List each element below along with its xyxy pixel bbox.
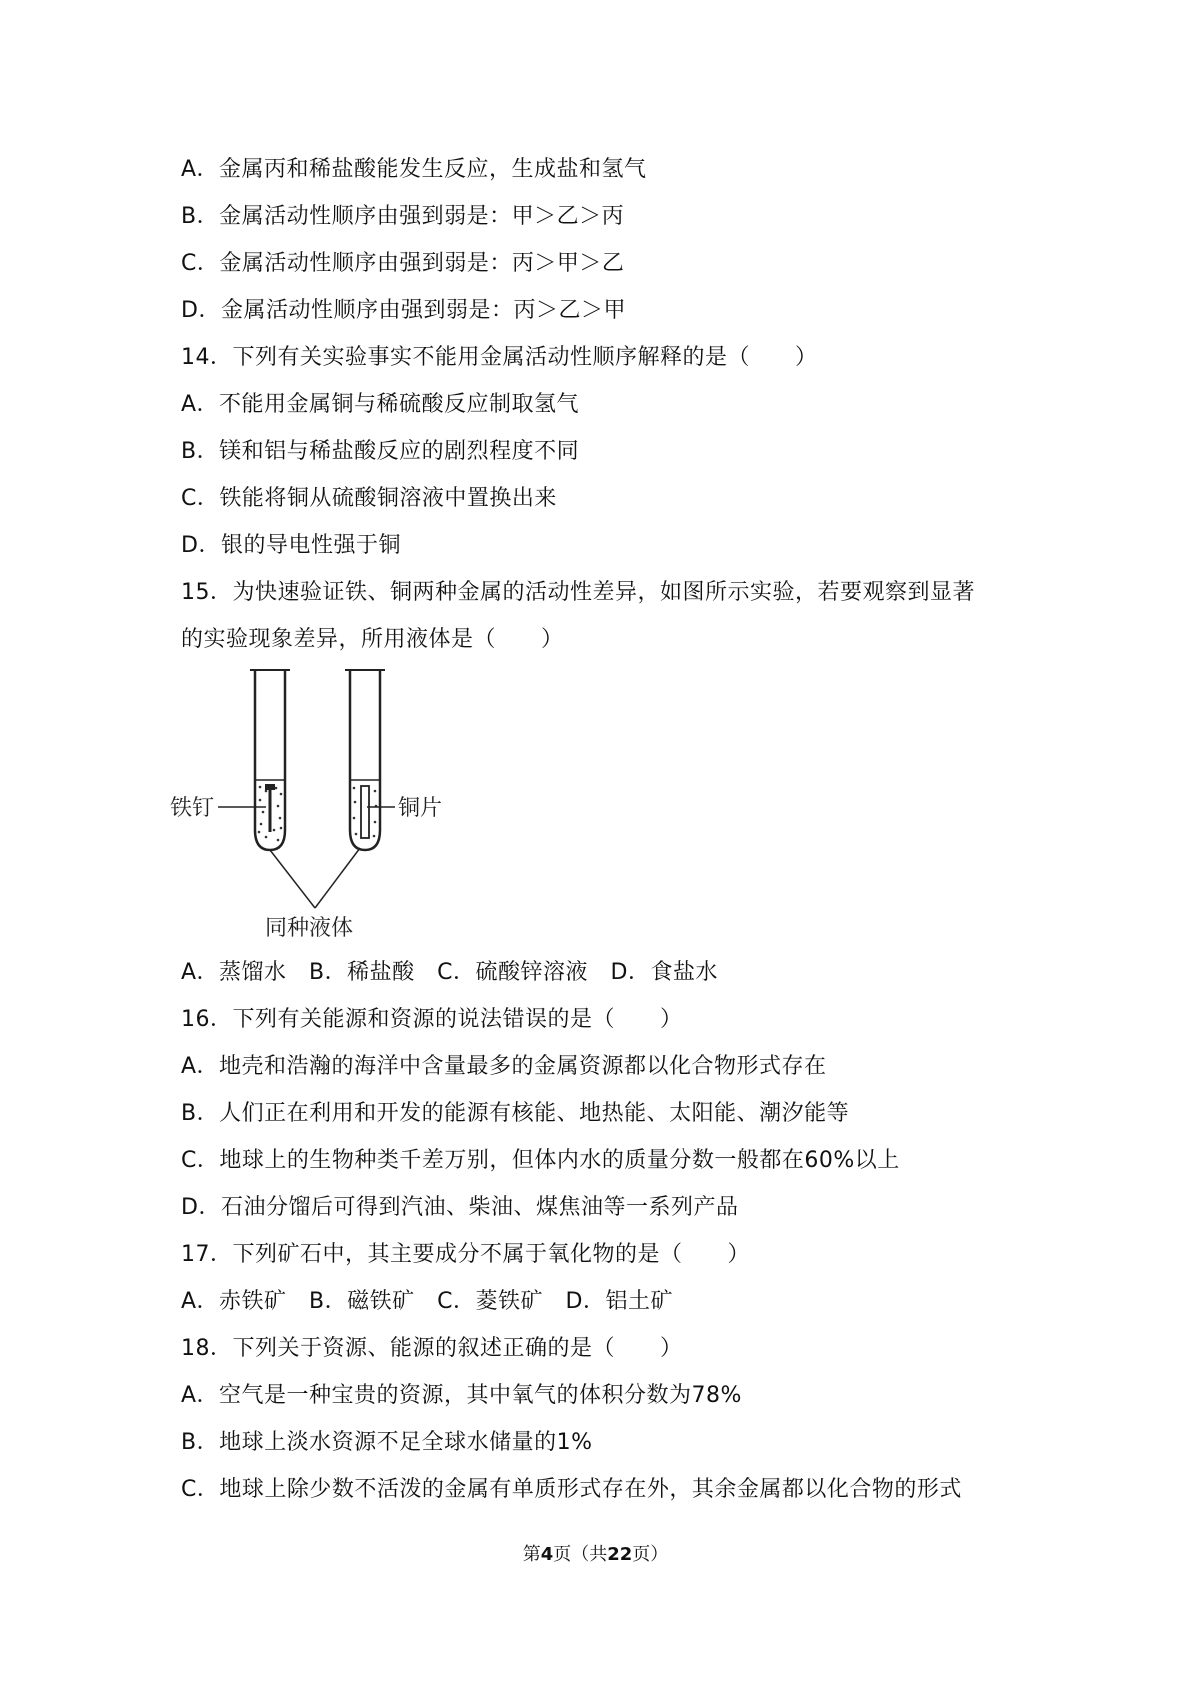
liquid-leader-right bbox=[315, 848, 360, 908]
right-test-tube bbox=[345, 670, 385, 850]
q13-option-a: A．金属丙和稀盐酸能发生反应，生成盐和氢气 bbox=[181, 157, 647, 182]
q16-option-c: C．地球上的生物种类千差万别，但体内水的质量分数一般都在60%以上 bbox=[181, 1148, 900, 1173]
q15-options: A．蒸馏水 B．稀盐酸 C．硫酸锌溶液 D．食盐水 bbox=[181, 960, 718, 985]
q17-stem: 17．下列矿石中，其主要成分不属于氧化物的是（ ） bbox=[181, 1242, 750, 1267]
q13-option-b: B．金属活动性顺序由强到弱是：甲＞乙＞丙 bbox=[181, 204, 625, 229]
page-footer bbox=[0, 1540, 1191, 1566]
q14-option-d: D．银的导电性强于铜 bbox=[181, 533, 401, 558]
liquid-leader-left bbox=[270, 850, 315, 908]
footer-prefix: 第 bbox=[522, 1544, 541, 1565]
q16-option-a: A．地壳和浩瀚的海洋中含量最多的金属资源都以化合物形式存在 bbox=[181, 1054, 827, 1079]
q18-option-b: B．地球上淡水资源不足全球水储量的1% bbox=[181, 1430, 593, 1455]
copper-strip-label: 铜片 bbox=[398, 796, 443, 821]
test-tube-figure bbox=[170, 660, 470, 940]
left-test-tube bbox=[250, 670, 290, 850]
q18-stem: 18．下列关于资源、能源的叙述正确的是（ ） bbox=[181, 1336, 683, 1361]
q15-stem-line2: 的实验现象差异，所用液体是（ ） bbox=[181, 627, 564, 652]
q18-option-a: A．空气是一种宝贵的资源，其中氧气的体积分数为78% bbox=[181, 1383, 742, 1408]
iron-nail-label: 铁钉 bbox=[170, 796, 215, 821]
q15-stem-line1: 15．为快速验证铁、铜两种金属的活动性差异，如图所示实验，若要观察到显著 bbox=[181, 580, 975, 605]
q13-option-d: D．金属活动性顺序由强到弱是：丙＞乙＞甲 bbox=[181, 298, 626, 323]
footer-total-pages: 22 bbox=[607, 1544, 633, 1565]
q18-option-c: C．地球上除少数不活泼的金属有单质形式存在外，其余金属都以化合物的形式 bbox=[181, 1477, 962, 1502]
q16-option-b: B．人们正在利用和开发的能源有核能、地热能、太阳能、潮汐能等 bbox=[181, 1101, 850, 1126]
footer-suffix: 页） bbox=[632, 1544, 669, 1565]
footer-middle: 页（共 bbox=[553, 1544, 608, 1565]
q14-option-b: B．镁和铝与稀盐酸反应的剧烈程度不同 bbox=[181, 439, 580, 464]
q14-option-a: A．不能用金属铜与稀硫酸反应制取氢气 bbox=[181, 392, 580, 417]
footer-page-number: 4 bbox=[540, 1544, 554, 1565]
q16-stem: 16．下列有关能源和资源的说法错误的是（ ） bbox=[181, 1007, 683, 1032]
q17-options: A．赤铁矿 B．磁铁矿 C．菱铁矿 D．铝土矿 bbox=[181, 1289, 673, 1314]
q14-stem: 14．下列有关实验事实不能用金属活动性顺序解释的是（ ） bbox=[181, 345, 818, 370]
same-liquid-label: 同种液体 bbox=[265, 916, 354, 940]
q16-option-d: D．石油分馏后可得到汽油、柴油、煤焦油等一系列产品 bbox=[181, 1195, 739, 1220]
q13-option-c: C．金属活动性顺序由强到弱是：丙＞甲＞乙 bbox=[181, 251, 625, 276]
q14-option-c: C．铁能将铜从硫酸铜溶液中置换出来 bbox=[181, 486, 557, 511]
